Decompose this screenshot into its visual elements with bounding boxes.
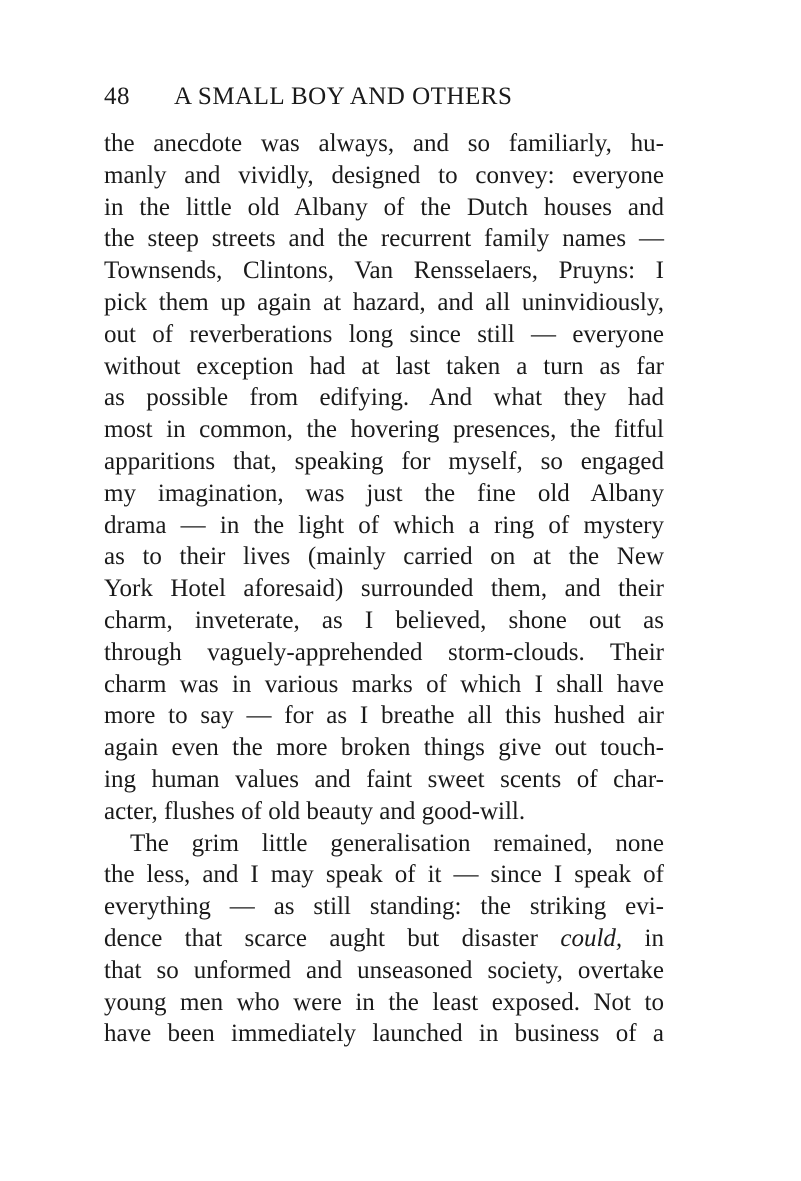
body-text xyxy=(104,128,664,1050)
text-line: the anecdote was always, and so familiarly, hu- xyxy=(104,130,664,157)
text-line: my imagination, was just the fine old Albany xyxy=(104,479,664,507)
text-line: everything — as still standing: the striking evi- xyxy=(104,893,664,921)
text-line-with-italic xyxy=(104,923,664,955)
text-line: charm was in various marks of which I shall have xyxy=(104,670,664,698)
running-title: A SMALL BOY AND OTHERS xyxy=(174,83,513,110)
text-line: as to their lives (mainly carried on at the New xyxy=(104,543,664,571)
text-line: manly and vividly, designed to convey: everyone xyxy=(104,161,664,189)
text-line: charm, inveterate, as I believed, shone out as xyxy=(104,606,664,634)
text-line: pick them up again at hazard, and all uninvidiously, xyxy=(104,288,664,316)
text-line: the steep streets and the recurrent family names — xyxy=(104,225,664,253)
text-line: most in common, the hovering presences, the fitful xyxy=(104,416,664,444)
text-line: drama — in the light of which a ring of mystery xyxy=(104,511,664,539)
text-line: young men who were in the least exposed. Not to xyxy=(104,988,664,1016)
text-line: again even the more broken things give out touch- xyxy=(104,734,664,762)
paragraph-end-line: acter, flushes of old beauty and good-will. xyxy=(104,797,526,825)
text-line: have been immediately launched in business of a xyxy=(104,1020,664,1048)
text-line: the less, and I may speak of it — since I speak of xyxy=(104,861,664,889)
text-line: apparitions that, speaking for myself, so engaged xyxy=(104,447,664,475)
text-line: Townsends, Clintons, Van Rensselaers, Pruyns: I xyxy=(104,257,664,285)
text-line: through vaguely-apprehended storm-clouds. Their xyxy=(104,638,664,666)
text-line: in the little old Albany of the Dutch houses and xyxy=(104,193,664,221)
text-line: out of reverberations long since still — everyone xyxy=(104,320,664,348)
text-line: more to say — for as I breathe all this hushed air xyxy=(104,702,664,730)
text-line: ing human values and faint sweet scents of char- xyxy=(104,765,664,793)
italic-word: could, xyxy=(560,924,623,952)
page-number: 48 xyxy=(104,83,130,110)
text-line: York Hotel aforesaid) surrounded them, and their xyxy=(104,575,664,603)
running-head xyxy=(104,82,664,112)
text-line: without exception had at last taken a turn as far xyxy=(104,352,664,380)
line-text-after: in xyxy=(622,924,664,952)
line-text-before: dence that scarce aught but disaster xyxy=(104,924,561,952)
text-line: as possible from edifying. And what they had xyxy=(104,384,664,412)
paragraph-start-line: The grim little generalisation remained, none xyxy=(130,829,664,857)
text-line: that so unformed and unseasoned society, overtake xyxy=(104,956,664,984)
